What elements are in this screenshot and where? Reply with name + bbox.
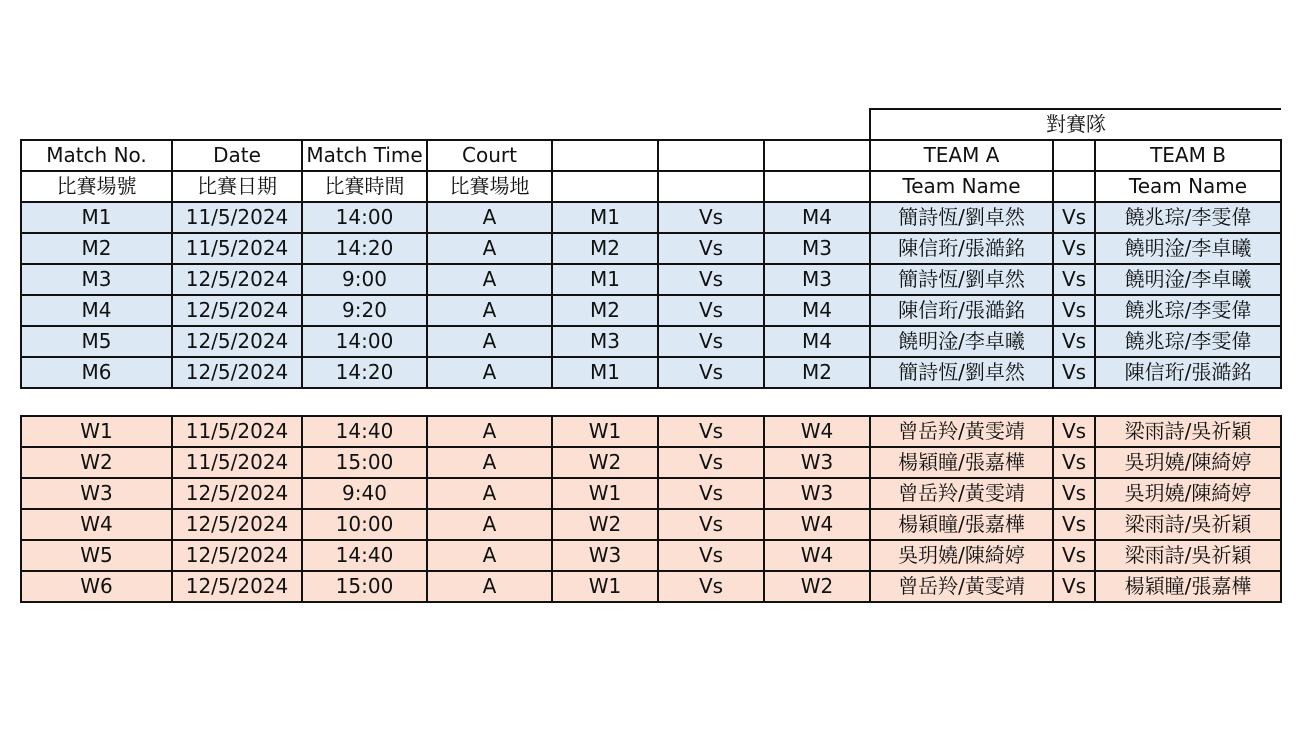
cell-slot-a: W1 bbox=[552, 571, 658, 602]
cell-match-time: 14:00 bbox=[302, 326, 427, 357]
cell-vs: Vs bbox=[1053, 447, 1095, 478]
cell-match-no: W3 bbox=[21, 478, 172, 509]
cell-date: 12/5/2024 bbox=[172, 478, 302, 509]
cell-vs: Vs bbox=[1053, 326, 1095, 357]
cell-team-b: 饒明淦/李卓曦 bbox=[1095, 233, 1281, 264]
cell-court: A bbox=[427, 326, 552, 357]
table-row bbox=[21, 326, 1281, 357]
cell-team-b: 饒兆琮/李雯偉 bbox=[1095, 202, 1281, 233]
cell-team-b: 饒兆琮/李雯偉 bbox=[1095, 326, 1281, 357]
cell-vs-code: Vs bbox=[658, 295, 764, 326]
cell-team-a: 楊穎瞳/張嘉樺 bbox=[870, 447, 1053, 478]
cell-court: A bbox=[427, 540, 552, 571]
cell-match-no: M1 bbox=[21, 202, 172, 233]
cell-slot-a: M3 bbox=[552, 326, 658, 357]
cell-vs-code: Vs bbox=[658, 447, 764, 478]
cell-match-time: 10:00 bbox=[302, 509, 427, 540]
cell-court: A bbox=[427, 571, 552, 602]
cell-slot-a: M1 bbox=[552, 357, 658, 388]
header-match-no: Match No. bbox=[21, 140, 172, 171]
cell-match-no: W6 bbox=[21, 571, 172, 602]
header-team-a: Team Name bbox=[870, 171, 1053, 202]
cell-slot-b: W4 bbox=[764, 509, 870, 540]
cell-court: A bbox=[427, 447, 552, 478]
header-court: 比賽場地 bbox=[427, 171, 552, 202]
table-row bbox=[21, 571, 1281, 602]
cell-match-no: M3 bbox=[21, 264, 172, 295]
cell-match-time: 15:00 bbox=[302, 447, 427, 478]
cell-team-b: 饒兆琮/李雯偉 bbox=[1095, 295, 1281, 326]
cell-vs-code: Vs bbox=[658, 416, 764, 447]
cell-match-time: 9:00 bbox=[302, 264, 427, 295]
cell-team-a: 吳玥嬈/陳綺婷 bbox=[870, 540, 1053, 571]
header-team-b: Team Name bbox=[1095, 171, 1281, 202]
cell-team-a: 楊穎瞳/張嘉樺 bbox=[870, 509, 1053, 540]
cell-date: 11/5/2024 bbox=[172, 202, 302, 233]
cell-date: 12/5/2024 bbox=[172, 357, 302, 388]
cell-match-no: M6 bbox=[21, 357, 172, 388]
cell-vs-code: Vs bbox=[658, 326, 764, 357]
table-row bbox=[21, 447, 1281, 478]
cell-vs: Vs bbox=[1053, 295, 1095, 326]
header-slot-b bbox=[764, 140, 870, 171]
cell-match-no: M2 bbox=[21, 233, 172, 264]
header-row-zh bbox=[21, 171, 1281, 202]
cell-match-time: 14:20 bbox=[302, 357, 427, 388]
cell-slot-b: M4 bbox=[764, 202, 870, 233]
cell-slot-a: W1 bbox=[552, 478, 658, 509]
cell-date: 11/5/2024 bbox=[172, 447, 302, 478]
header-vs bbox=[1053, 171, 1095, 202]
header-slot-a bbox=[552, 171, 658, 202]
cell-team-a: 曾岳羚/黃雯靖 bbox=[870, 478, 1053, 509]
cell-match-time: 15:00 bbox=[302, 571, 427, 602]
cell-slot-b: W4 bbox=[764, 416, 870, 447]
cell-slot-a: M2 bbox=[552, 295, 658, 326]
cell-match-no: W1 bbox=[21, 416, 172, 447]
header-slot-a bbox=[552, 140, 658, 171]
cell-slot-a: M2 bbox=[552, 233, 658, 264]
cell-team-b: 梁雨詩/吳祈穎 bbox=[1095, 509, 1281, 540]
cell-vs: Vs bbox=[1053, 540, 1095, 571]
cell-team-a: 簡詩恆/劉卓然 bbox=[870, 202, 1053, 233]
header-vs bbox=[1053, 140, 1095, 171]
cell-slot-a: M1 bbox=[552, 264, 658, 295]
cell-match-time: 14:00 bbox=[302, 202, 427, 233]
cell-match-time: 9:40 bbox=[302, 478, 427, 509]
cell-court: A bbox=[427, 202, 552, 233]
cell-match-time: 14:40 bbox=[302, 540, 427, 571]
cell-team-a: 簡詩恆/劉卓然 bbox=[870, 357, 1053, 388]
cell-vs-code: Vs bbox=[658, 357, 764, 388]
cell-date: 11/5/2024 bbox=[172, 233, 302, 264]
table-row bbox=[21, 478, 1281, 509]
cell-match-no: W2 bbox=[21, 447, 172, 478]
group-header-row bbox=[21, 109, 1281, 140]
header-match-time: 比賽時間 bbox=[302, 171, 427, 202]
cell-slot-b: W3 bbox=[764, 478, 870, 509]
cell-match-time: 9:20 bbox=[302, 295, 427, 326]
cell-vs: Vs bbox=[1053, 509, 1095, 540]
cell-vs: Vs bbox=[1053, 478, 1095, 509]
cell-slot-b: W4 bbox=[764, 540, 870, 571]
header-team-b: TEAM B bbox=[1095, 140, 1281, 171]
cell-team-a: 簡詩恆/劉卓然 bbox=[870, 264, 1053, 295]
cell-match-no: W5 bbox=[21, 540, 172, 571]
cell-match-time: 14:20 bbox=[302, 233, 427, 264]
cell-slot-b: M4 bbox=[764, 295, 870, 326]
header-match-time: Match Time bbox=[302, 140, 427, 171]
cell-match-time: 14:40 bbox=[302, 416, 427, 447]
cell-team-b: 吳玥嬈/陳綺婷 bbox=[1095, 478, 1281, 509]
header-team-a: TEAM A bbox=[870, 140, 1053, 171]
cell-court: A bbox=[427, 478, 552, 509]
cell-court: A bbox=[427, 416, 552, 447]
cell-slot-b: W2 bbox=[764, 571, 870, 602]
schedule-table bbox=[20, 108, 1282, 603]
cell-court: A bbox=[427, 357, 552, 388]
cell-team-b: 吳玥嬈/陳綺婷 bbox=[1095, 447, 1281, 478]
cell-team-b: 陳信珩/張澔銘 bbox=[1095, 357, 1281, 388]
schedule-body bbox=[21, 109, 1281, 602]
cell-slot-b: M4 bbox=[764, 326, 870, 357]
cell-vs: Vs bbox=[1053, 233, 1095, 264]
cell-date: 12/5/2024 bbox=[172, 295, 302, 326]
cell-slot-a: M1 bbox=[552, 202, 658, 233]
cell-vs: Vs bbox=[1053, 357, 1095, 388]
cell-vs-code: Vs bbox=[658, 264, 764, 295]
cell-slot-b: M3 bbox=[764, 264, 870, 295]
cell-slot-a: W3 bbox=[552, 540, 658, 571]
cell-vs-code: Vs bbox=[658, 540, 764, 571]
cell-team-a: 曾岳羚/黃雯靖 bbox=[870, 416, 1053, 447]
cell-team-a: 陳信珩/張澔銘 bbox=[870, 295, 1053, 326]
cell-slot-b: M2 bbox=[764, 357, 870, 388]
header-date: 比賽日期 bbox=[172, 171, 302, 202]
cell-team-b: 饒明淦/李卓曦 bbox=[1095, 264, 1281, 295]
cell-vs-code: Vs bbox=[658, 571, 764, 602]
cell-slot-b: M3 bbox=[764, 233, 870, 264]
cell-court: A bbox=[427, 233, 552, 264]
cell-slot-a: W2 bbox=[552, 509, 658, 540]
cell-vs: Vs bbox=[1053, 571, 1095, 602]
cell-team-b: 梁雨詩/吳祈穎 bbox=[1095, 416, 1281, 447]
cell-slot-a: W2 bbox=[552, 447, 658, 478]
cell-slot-b: W3 bbox=[764, 447, 870, 478]
cell-vs-code: Vs bbox=[658, 233, 764, 264]
cell-team-a: 曾岳羚/黃雯靖 bbox=[870, 571, 1053, 602]
cell-vs-code: Vs bbox=[658, 478, 764, 509]
cell-match-no: M5 bbox=[21, 326, 172, 357]
header-slot-b bbox=[764, 171, 870, 202]
table-row bbox=[21, 202, 1281, 233]
cell-match-no: M4 bbox=[21, 295, 172, 326]
table-row bbox=[21, 509, 1281, 540]
cell-vs-code: Vs bbox=[658, 202, 764, 233]
header-court: Court bbox=[427, 140, 552, 171]
cell-vs: Vs bbox=[1053, 416, 1095, 447]
cell-date: 12/5/2024 bbox=[172, 509, 302, 540]
cell-slot-a: W1 bbox=[552, 416, 658, 447]
group-header: 對賽隊 bbox=[870, 109, 1281, 140]
header-match-no: 比賽場號 bbox=[21, 171, 172, 202]
cell-team-b: 楊穎瞳/張嘉樺 bbox=[1095, 571, 1281, 602]
cell-court: A bbox=[427, 295, 552, 326]
table-row bbox=[21, 264, 1281, 295]
table-row bbox=[21, 233, 1281, 264]
header-row-en bbox=[21, 140, 1281, 171]
cell-date: 12/5/2024 bbox=[172, 540, 302, 571]
table-row bbox=[21, 416, 1281, 447]
cell-team-a: 陳信珩/張澔銘 bbox=[870, 233, 1053, 264]
table-row bbox=[21, 295, 1281, 326]
cell-date: 12/5/2024 bbox=[172, 571, 302, 602]
cell-court: A bbox=[427, 264, 552, 295]
header-vs-code bbox=[658, 171, 764, 202]
header-date: Date bbox=[172, 140, 302, 171]
cell-vs-code: Vs bbox=[658, 509, 764, 540]
header-vs-code bbox=[658, 140, 764, 171]
table-row bbox=[21, 357, 1281, 388]
cell-vs: Vs bbox=[1053, 202, 1095, 233]
cell-date: 11/5/2024 bbox=[172, 416, 302, 447]
table-row bbox=[21, 540, 1281, 571]
cell-date: 12/5/2024 bbox=[172, 326, 302, 357]
cell-team-a: 饒明淦/李卓曦 bbox=[870, 326, 1053, 357]
section-gap bbox=[21, 388, 1281, 416]
cell-team-b: 梁雨詩/吳祈穎 bbox=[1095, 540, 1281, 571]
cell-court: A bbox=[427, 509, 552, 540]
cell-match-no: W4 bbox=[21, 509, 172, 540]
cell-date: 12/5/2024 bbox=[172, 264, 302, 295]
cell-vs: Vs bbox=[1053, 264, 1095, 295]
